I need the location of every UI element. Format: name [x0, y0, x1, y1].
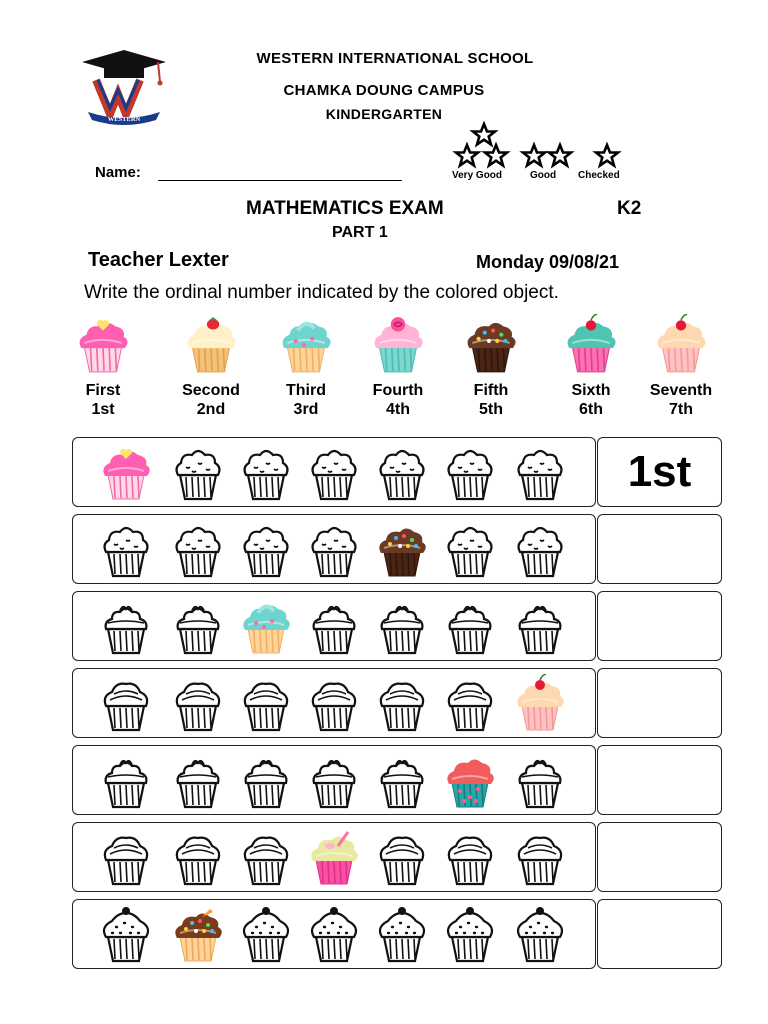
outline-cupcake-icon: [440, 520, 500, 578]
colored-cupcake-icon: [168, 905, 228, 963]
outline-cupcake-icon: [510, 520, 570, 578]
ordinal-abbr: 3rd: [293, 401, 319, 418]
outline-cupcake-icon: [440, 443, 500, 501]
ordinal-key-label: [261, 381, 351, 419]
strawberry-cupcake-icon: [180, 314, 242, 374]
exam-title: MATHEMATICS EXAM: [246, 198, 444, 219]
pink-cupcake-icon: [72, 314, 134, 374]
exam-date: Monday 09/08/21: [476, 252, 620, 272]
ordinal-word: Seventh: [649, 382, 713, 399]
chocolate-cupcake-icon: [460, 314, 522, 374]
part-label: PART 1: [332, 224, 388, 241]
colored-cupcake-icon: [440, 751, 500, 809]
ordinal-word: Third: [286, 382, 326, 399]
answer-box[interactable]: [597, 745, 722, 815]
very-good-stars-icon: [456, 124, 507, 166]
outline-cupcake-icon: [304, 674, 364, 732]
outline-cupcake-icon: [372, 905, 432, 963]
outline-cupcake-icon: [510, 597, 570, 655]
ordinal-word: Second: [182, 382, 240, 399]
outline-cupcake-icon: [168, 751, 228, 809]
ordinal-word: Fifth: [473, 382, 509, 399]
answer-box[interactable]: [597, 591, 722, 661]
good-stars-icon: [523, 145, 571, 166]
teal-cupcake-icon: [275, 314, 337, 374]
school-name: WESTERN INTERNATIONAL SCHOOL: [256, 50, 534, 67]
outline-cupcake-icon: [236, 520, 296, 578]
name-field[interactable]: [158, 180, 402, 181]
answer-box[interactable]: [597, 822, 722, 892]
answer-box[interactable]: [597, 668, 722, 738]
outline-cupcake-icon: [236, 751, 296, 809]
outline-cupcake-icon: [168, 674, 228, 732]
outline-cupcake-icon: [304, 443, 364, 501]
ordinal-abbr: 4th: [386, 401, 410, 418]
ordinal-key-label: [546, 381, 636, 419]
outline-cupcake-icon: [96, 905, 156, 963]
colored-cupcake-icon: [510, 674, 570, 732]
answer-box[interactable]: 1st: [597, 437, 722, 507]
cherry-mint-cupcake-icon: [560, 314, 622, 374]
outline-cupcake-icon: [510, 905, 570, 963]
outline-cupcake-icon: [304, 905, 364, 963]
outline-cupcake-icon: [440, 597, 500, 655]
colored-cupcake-icon: [304, 828, 364, 886]
outline-cupcake-icon: [96, 597, 156, 655]
ordinal-abbr: 2nd: [196, 401, 226, 418]
outline-cupcake-icon: [440, 905, 500, 963]
ordinal-abbr: 5th: [479, 401, 503, 418]
ordinal-word: Fourth: [372, 382, 424, 399]
campus-name: CHAMKA DOUNG CAMPUS: [283, 82, 485, 99]
ordinal-abbr: 6th: [579, 401, 603, 418]
cherry-cream-cupcake-icon: [650, 314, 712, 374]
name-label: Name:: [95, 164, 141, 181]
outline-cupcake-icon: [236, 443, 296, 501]
ordinal-key-label: [353, 381, 443, 419]
colored-cupcake-icon: [96, 443, 156, 501]
outline-cupcake-icon: [236, 828, 296, 886]
ordinal-key-label: [58, 381, 148, 419]
outline-cupcake-icon: [510, 828, 570, 886]
outline-cupcake-icon: [510, 443, 570, 501]
outline-cupcake-icon: [96, 828, 156, 886]
outline-cupcake-icon: [304, 597, 364, 655]
ordinal-abbr: 7th: [669, 401, 693, 418]
colored-cupcake-icon: [236, 597, 296, 655]
level-name: KINDERGARTEN: [325, 106, 443, 122]
outline-cupcake-icon: [168, 597, 228, 655]
outline-cupcake-icon: [304, 520, 364, 578]
ordinal-key-label: [636, 381, 726, 419]
answer-box[interactable]: [597, 899, 722, 969]
ordinal-word: Sixth: [571, 382, 611, 399]
ordinal-key-label: [166, 381, 256, 419]
outline-cupcake-icon: [96, 674, 156, 732]
outline-cupcake-icon: [168, 443, 228, 501]
outline-cupcake-icon: [440, 828, 500, 886]
grade-label: K2: [617, 198, 642, 219]
ordinal-word: First: [85, 382, 121, 399]
outline-cupcake-icon: [96, 520, 156, 578]
logo-text: WESTERN: [107, 116, 141, 123]
outline-cupcake-icon: [372, 751, 432, 809]
rating-checked: Checked: [578, 170, 620, 181]
ordinal-key-label: [446, 381, 536, 419]
answer-box[interactable]: [597, 514, 722, 584]
outline-cupcake-icon: [236, 674, 296, 732]
colored-cupcake-icon: [372, 520, 432, 578]
ordinal-abbr: 1st: [91, 401, 115, 418]
outline-cupcake-icon: [372, 597, 432, 655]
outline-cupcake-icon: [510, 751, 570, 809]
rose-cupcake-icon: [367, 314, 429, 374]
rating-good: Good: [530, 170, 557, 181]
checked-star-icon: [596, 145, 618, 166]
outline-cupcake-icon: [168, 828, 228, 886]
outline-cupcake-icon: [168, 520, 228, 578]
outline-cupcake-icon: [372, 828, 432, 886]
outline-cupcake-icon: [372, 443, 432, 501]
teacher-name: Teacher Lexter: [88, 249, 229, 271]
outline-cupcake-icon: [372, 674, 432, 732]
outline-cupcake-icon: [236, 905, 296, 963]
outline-cupcake-icon: [96, 751, 156, 809]
outline-cupcake-icon: [440, 674, 500, 732]
outline-cupcake-icon: [304, 751, 364, 809]
instruction-text: Write the ordinal number indicated by the colored object.: [84, 282, 559, 303]
rating-very-good: Very Good: [452, 170, 503, 181]
